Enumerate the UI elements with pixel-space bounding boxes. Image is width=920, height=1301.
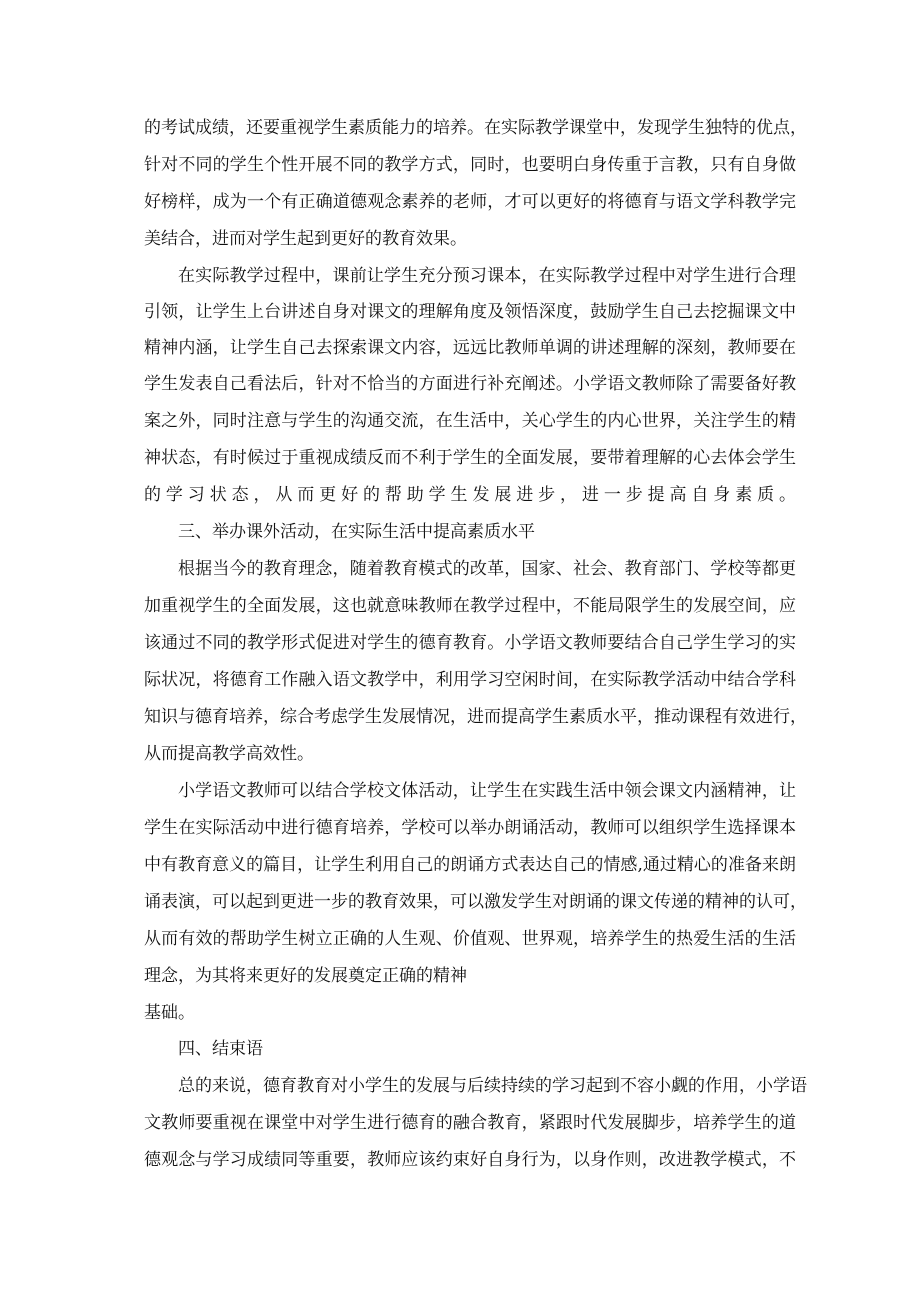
text-line: 小学语文教师可以结合学校文体活动，让学生在实践生活中领会课文内涵精神，让 <box>178 781 796 801</box>
text-line: 精神内涵，让学生自己去探索课文内容，远远比教师单调的讲述理解的深刻，教师要在 <box>144 338 796 358</box>
text-line: 总的来说，德育教育对小学生的发展与后续持续的学习起到不容小觑的作用，小学语 <box>178 1076 807 1096</box>
text-line: 学生在实际活动中进行德育培养，学校可以举办朗诵活动，教师可以组织学生选择课本 <box>144 818 796 838</box>
text-line: 诵表演，可以起到更进一步的教育效果，可以激发学生对朗诵的课文传递的精神的认可， <box>144 892 807 912</box>
text-line: 神状态，有时候过于重视成绩反而不利于学生的全面发展，要带着理解的心去体会学生 <box>144 448 796 468</box>
text-line: 在实际教学过程中，课前让学生充分预习课本，在实际教学过程中对学生进行合理 <box>178 266 796 286</box>
text-line: 该通过不同的教学形式促进对学生的德育教育。小学语文教师要结合自己学生学习的实 <box>144 633 796 653</box>
section-heading: 四、结束语 <box>178 1039 263 1059</box>
text-line: 美结合，进而对学生起到更好的教育效果。 <box>144 229 467 249</box>
text-line: 从而提高教学高效性。 <box>144 744 314 764</box>
text-line: 从而有效的帮助学生树立正确的人生观、价值观、世界观，培养学生的热爱生活的生活 <box>144 929 796 949</box>
section-heading: 三、举办课外活动，在实际生活中提高素质水平 <box>178 522 535 542</box>
text-line: 的考试成绩，还要重视学生素质能力的培养。在实际教学课堂中，发现学生独特的优点， <box>144 118 807 138</box>
text-line: 学生发表自己看法后，针对不恰当的方面进行补充阐述。小学语文教师除了需要备好教 <box>144 374 796 394</box>
text-line: 根据当今的教育理念，随着教育模式的改革，国家、社会、教育部门、学校等都更 <box>178 559 796 579</box>
text-line: 引领，让学生上台讲述自身对课文的理解角度及领悟深度，鼓励学生自己去挖掘课文中 <box>144 302 796 322</box>
text-line: 针对不同的学生个性开展不同的教学方式，同时，也要明白身传重于言教，只有自身做 <box>144 155 796 175</box>
text-line: 际状况，将德育工作融入语文教学中，利用学习空闲时间，在实际教学活动中结合学科 <box>144 670 796 690</box>
text-line: 加重视学生的全面发展，这也就意味教师在教学过程中，不能局限学生的发展空间，应 <box>144 596 796 616</box>
text-line: 德观念与学习成绩同等重要，教师应该约束好自身行为，以身作则，改进教学模式，不 <box>144 1150 796 1170</box>
text-line: 的学习状态，从而更好的帮助学生发展进步，进一步提高自身素质。 <box>144 485 796 505</box>
text-line: 知识与德育培养，综合考虑学生发展情况，进而提高学生素质水平，推动课程有效进行， <box>144 707 807 727</box>
text-line: 案之外，同时注意与学生的沟通交流，在生活中，关心学生的内心世界，关注学生的精 <box>144 411 796 431</box>
text-line: 好榜样，成为一个有正确道德观念素养的老师，才可以更好的将德育与语文学科教学完 <box>144 192 796 212</box>
text-line: 中有教育意义的篇目，让学生利用自己的朗诵方式表达自己的情感,通过精心的准备来朗 <box>144 855 796 875</box>
text-line: 理念，为其将来更好的发展奠定正确的精神 <box>144 966 467 986</box>
text-line: 文教师要重视在课堂中对学生进行德育的融合教育，紧跟时代发展脚步，培养学生的道 <box>144 1113 796 1133</box>
text-line: 基础。 <box>144 1003 195 1023</box>
